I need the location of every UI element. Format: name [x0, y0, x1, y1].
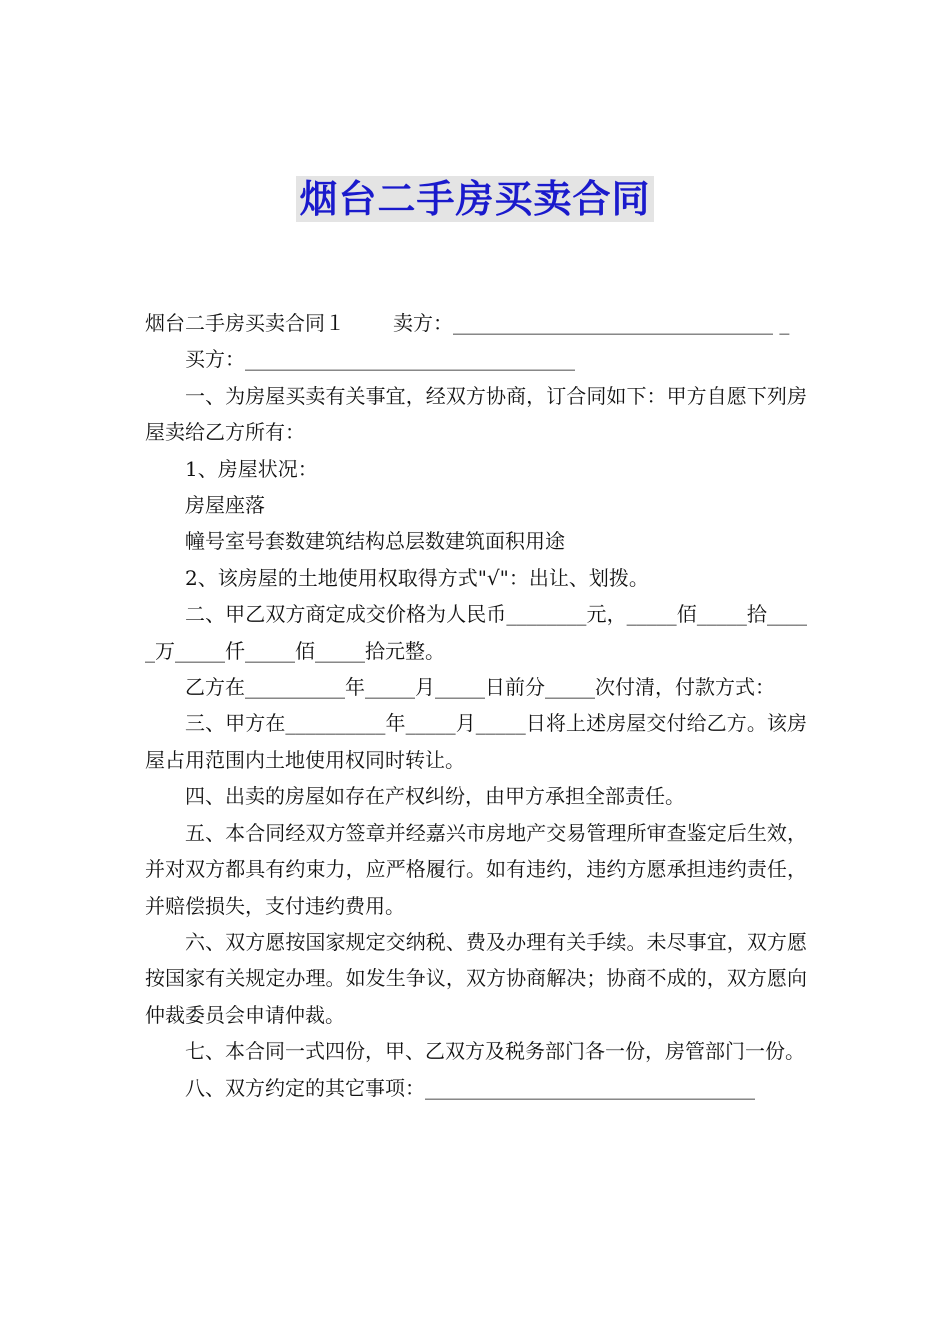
paragraph: 1、房屋状况：	[185, 456, 318, 481]
heading-line	[145, 305, 807, 341]
paragraph: 七、本合同一式四份，甲、乙双方及税务部门各一份，房管部门一份。	[185, 1039, 805, 1064]
paragraph: 房屋座落	[185, 493, 265, 518]
paragraph: 四、出卖的房屋如存在产权纠纷，由甲方承担全部责任。	[185, 784, 685, 809]
paragraph: 三、甲方在__________年_____月_____日将上述房屋交付给乙方。该房屋占用范围内土地使用权同时转让。	[145, 711, 807, 772]
document-body	[145, 305, 807, 1106]
seller-field: 卖方：________________________________ _	[393, 311, 790, 335]
paragraph: 幢号室号套数建筑结构总层数建筑面积用途	[185, 529, 565, 554]
paragraph: 2、该房屋的土地使用权取得方式"√"：出让、划拨。	[185, 565, 649, 590]
paragraph: 二、甲乙双方商定成交价格为人民币________元，_____佰_____拾_____万_____仟_____佰_____拾元整。	[145, 602, 807, 663]
paragraph: 一、为房屋买卖有关事宜，经双方协商，订合同如下：甲方自愿下列房屋卖给乙方所有：	[145, 383, 807, 445]
paragraph: 八、双方约定的其它事项：_________________________________	[185, 1075, 755, 1100]
document-title: 烟台二手房买卖合同	[296, 176, 653, 222]
title-container	[0, 176, 950, 222]
paragraph: 乙方在__________年_____月_____日前分_____次付清，付款方式：	[185, 675, 775, 700]
heading-label: 烟台二手房买卖合同１	[145, 311, 345, 335]
paragraph: 六、双方愿按国家规定交纳税、费及办理有关手续。未尽事宜，双方愿按国家有关规定办理。如发生争议，双方协商解决；协商不成的，双方愿向仲裁委员会申请仲裁。	[145, 929, 807, 1027]
paragraph: 五、本合同经双方签章并经嘉兴市房地产交易管理所审查鉴定后生效，并对双方都具有约束力，应严格履行。如有违约，违约方愿承担违约责任，并赔偿损失，支付违约费用。	[145, 820, 807, 918]
paragraph: 买方：_________________________________	[185, 347, 575, 372]
